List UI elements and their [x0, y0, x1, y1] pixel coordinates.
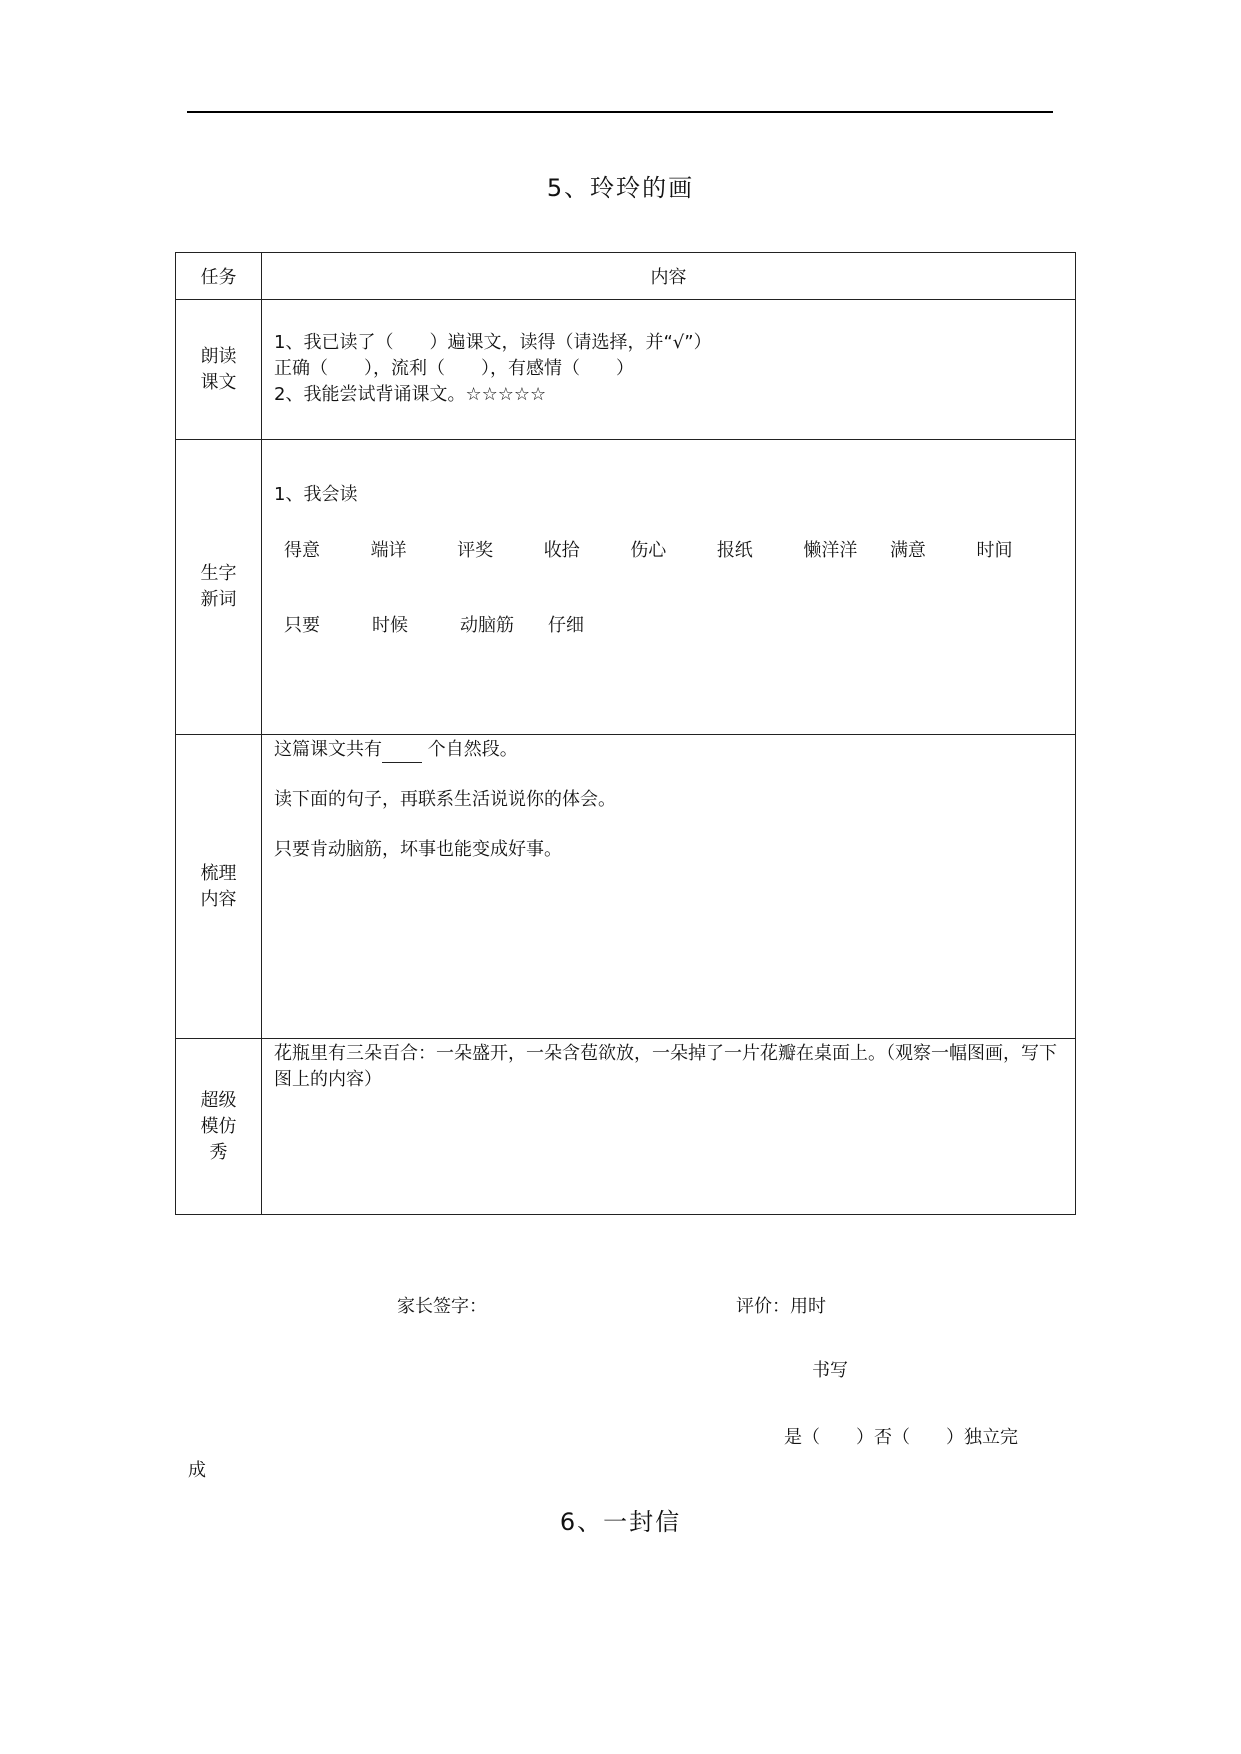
header-task: 任务 — [176, 253, 262, 300]
vocab-row-1 — [274, 538, 1063, 564]
row-content — [176, 735, 1076, 1039]
task-reading: 朗读 课文 — [176, 300, 262, 440]
word: 伤心 — [630, 540, 667, 561]
quote-sentence: 只要肯动脑筋，坏事也能变成好事。 — [274, 839, 562, 860]
word: 得意 — [284, 540, 320, 561]
task-imitation: 超级 模仿 秀 — [176, 1039, 262, 1215]
word: 时候 — [372, 615, 408, 636]
word: 只要 — [284, 615, 320, 636]
word: 评奖 — [457, 540, 494, 561]
row-vocabulary — [176, 440, 1076, 735]
independent-completion-end: 成 — [188, 1460, 206, 1481]
lesson-6-title: 6、一封信 — [559, 1508, 682, 1536]
parent-signature-label: 家长签字： — [397, 1296, 487, 1317]
word: 报纸 — [716, 540, 753, 561]
word: 懒洋洋 — [803, 540, 858, 561]
word: 收拾 — [543, 540, 580, 561]
word: 满意 — [889, 540, 926, 561]
imitation-prompt: 花瓶里有三朵百合：一朵盛开，一朵含苞欲放，一朵掉了一片花瓣在桌面上。（观察一幅图画，写下图上的内容） — [274, 1043, 1057, 1090]
vocab-row-2 — [274, 613, 1063, 639]
independent-completion: 是（ ）否（ ）独立完 — [784, 1427, 1018, 1448]
header-rule — [187, 111, 1053, 113]
word: 仔细 — [548, 615, 584, 636]
header-content: 内容 — [262, 253, 1076, 300]
word: 时间 — [976, 540, 1013, 561]
word: 动脑筋 — [460, 615, 514, 636]
reading-line-2: 正确（ ），流利（ ），有感情（ ） — [274, 358, 634, 379]
lesson-table — [175, 252, 1076, 1215]
reflection-prompt: 读下面的句子，再联系生活说说你的体会。 — [274, 789, 616, 810]
content-imitation — [262, 1039, 1076, 1215]
reading-line-3: 2、我能尝试背诵课文。☆☆☆☆☆ — [274, 384, 547, 405]
writing-label: 书写 — [812, 1360, 848, 1381]
task-content: 梳理 内容 — [176, 735, 262, 1039]
evaluation-time-label: 评价：用时 — [736, 1296, 826, 1317]
task-vocabulary: 生字 新词 — [176, 440, 262, 735]
row-reading — [176, 300, 1076, 440]
paragraph-count-line: 这篇课文共有 个自然段。 — [274, 737, 1063, 763]
content-reading — [262, 300, 1076, 440]
vocab-intro: 1、我会读 — [274, 484, 358, 505]
content-vocabulary — [262, 440, 1076, 735]
table-header-row — [176, 253, 1076, 300]
paragraph-count-blank[interactable] — [382, 742, 422, 763]
content-comprehension — [262, 735, 1076, 1039]
word: 端详 — [370, 540, 407, 561]
reading-line-1: 1、我已读了（ ）遍课文，读得（请选择，并“√”） — [274, 332, 712, 353]
lesson-5-title: 5、玲玲的画 — [546, 174, 695, 202]
row-imitation — [176, 1039, 1076, 1215]
